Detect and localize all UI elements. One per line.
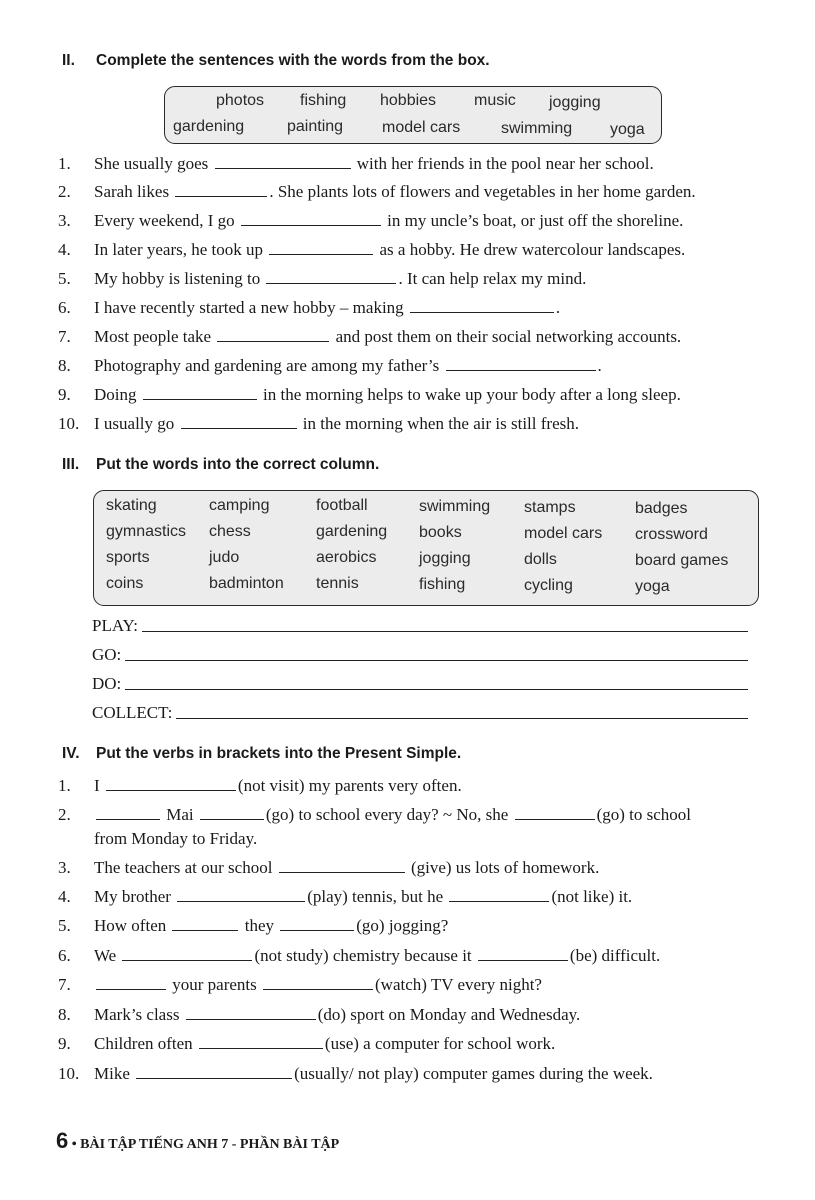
exercise-2-sentence-9 (58, 385, 681, 409)
word-box-item: badminton (209, 575, 284, 592)
sentence-text: I have recently started a new hobby – making (94, 298, 404, 317)
word-box-item: coins (106, 575, 144, 592)
answer-line[interactable] (142, 630, 748, 632)
sentence-text: (not like) it. (551, 887, 633, 906)
sentence-text: In later years, he took up (94, 240, 263, 259)
word-box-item: aerobics (316, 549, 377, 566)
word-box-item: chess (209, 523, 251, 540)
book-title: BÀI TẬP TIẾNG ANH 7 - PHẦN BÀI TẬP (80, 1137, 340, 1152)
item-number: 6. (58, 946, 71, 965)
sentence-text: Mike (94, 1064, 130, 1083)
answer-blank[interactable] (515, 818, 595, 820)
exercise-2-sentence-6 (58, 298, 560, 322)
sentence-text: as a hobby. He drew watercolour landscapes. (379, 240, 686, 259)
word-box-item: fishing (419, 576, 466, 593)
section-3-number: III. (62, 456, 80, 473)
word-box-item: board games (635, 552, 729, 569)
page-footer (56, 1128, 339, 1154)
answer-blank[interactable] (478, 959, 568, 961)
item-number: 3. (58, 858, 71, 877)
sentence-text: I usually go (94, 414, 175, 433)
item-number: 6. (58, 298, 71, 317)
answer-blank[interactable] (446, 369, 596, 371)
footer-bullet: • (71, 1137, 77, 1152)
sentence-text: and post them on their social networking accounts. (335, 327, 682, 346)
category-label: PLAY: (92, 616, 138, 635)
sentence-text: (do) sport on Monday and Wednesday. (317, 1005, 581, 1024)
word-box-item: fishing (300, 92, 347, 109)
page-number: 6 (56, 1128, 69, 1153)
word-box-item: swimming (419, 498, 491, 515)
category-label: DO: (92, 674, 122, 693)
answer-blank[interactable] (200, 818, 264, 820)
sentence-text: She usually goes (94, 154, 209, 173)
answer-blank[interactable] (269, 253, 373, 255)
answer-blank[interactable] (96, 818, 160, 820)
item-number: 2. (58, 805, 71, 824)
answer-blank[interactable] (410, 311, 554, 313)
sentence-text: Doing (94, 385, 137, 404)
word-box-item: gardening (173, 118, 245, 135)
exercise-2-sentence-10 (58, 414, 579, 438)
exercise-4-sentence-1 (58, 776, 462, 800)
answer-blank[interactable] (175, 195, 267, 197)
answer-blank[interactable] (279, 871, 405, 873)
category-collect (92, 703, 748, 723)
sentence-text: The teachers at our school (94, 858, 273, 877)
word-box-item: tennis (316, 575, 359, 592)
answer-line[interactable] (125, 688, 748, 690)
sentence-text: (give) us lots of homework. (410, 858, 600, 877)
word-box-item: model cars (524, 525, 603, 542)
item-number: 7. (58, 327, 71, 346)
sentence-text: in my uncle’s boat, or just off the shoreline. (387, 211, 684, 230)
word-box-3 (93, 490, 759, 606)
answer-line[interactable] (176, 717, 748, 719)
sentence-text: My hobby is listening to (94, 269, 261, 288)
sentence-text: they (244, 916, 275, 935)
exercise-2-sentence-7 (58, 327, 681, 351)
word-box-item: painting (287, 118, 344, 135)
word-box-item: dolls (524, 551, 557, 568)
sentence-text: . It can help relax my mind. (398, 269, 587, 288)
sentence-text: We (94, 946, 117, 965)
category-label: COLLECT: (92, 703, 173, 722)
sentence-text: in the morning helps to wake up your body after a long sleep. (263, 385, 681, 404)
answer-blank[interactable] (280, 929, 354, 931)
sentence-text: Most people take (94, 327, 212, 346)
item-number: 2. (58, 182, 71, 201)
answer-blank[interactable] (106, 789, 236, 791)
word-box-item: crossword (635, 526, 708, 543)
section-4-number: IV. (62, 745, 80, 762)
sentence-text: (use) a computer for school work. (324, 1034, 556, 1053)
word-box-item: gymnastics (106, 523, 187, 540)
answer-blank[interactable] (186, 1018, 316, 1020)
sentence-text: . (597, 356, 602, 375)
word-box-item: yoga (610, 121, 645, 138)
exercise-4-sentence-2-continued (94, 829, 257, 853)
item-number: 9. (58, 1034, 71, 1053)
sentence-text: . (555, 298, 561, 317)
section-2-heading (62, 52, 490, 70)
word-box-item: stamps (524, 499, 576, 516)
item-number: 4. (58, 240, 71, 259)
sentence-text: (watch) TV every night? (375, 975, 542, 994)
word-box-item: books (419, 524, 462, 541)
word-box-item: cycling (524, 577, 573, 594)
answer-blank[interactable] (136, 1077, 292, 1079)
section-3-heading (62, 456, 379, 474)
sentence-text: . She plants lots of flowers and vegetables in her home garden. (269, 182, 696, 201)
item-number: 3. (58, 211, 71, 230)
word-box-2 (164, 86, 662, 144)
sentence-text: Children often (94, 1034, 193, 1053)
word-box-item: music (474, 92, 516, 109)
sentence-text: My brother (94, 887, 171, 906)
item-number: 10. (58, 414, 80, 433)
sentence-text: Photography and gardening are among my father’s (94, 356, 440, 375)
answer-blank[interactable] (172, 929, 238, 931)
word-box-item: football (316, 497, 368, 514)
exercise-2-sentence-2 (58, 182, 696, 206)
sentence-text: (be) difficult. (569, 946, 661, 965)
section-3-title: Put the words into the correct column. (96, 456, 380, 473)
word-box-item: badges (635, 500, 688, 517)
item-number: 10. (58, 1064, 80, 1083)
sentence-text: Sarah likes (94, 182, 170, 201)
item-number: 1. (58, 776, 71, 795)
exercise-4-sentence-7 (58, 975, 542, 999)
category-play (92, 616, 748, 636)
answer-blank[interactable] (217, 340, 329, 342)
sentence-text: your parents (172, 975, 257, 994)
category-go (92, 645, 748, 665)
answer-blank[interactable] (241, 224, 381, 226)
answer-blank[interactable] (143, 398, 257, 400)
sentence-text: with her friends in the pool near her school. (356, 154, 654, 173)
word-box-item: swimming (501, 120, 573, 137)
sentence-text: Every weekend, I go (94, 211, 235, 230)
exercise-2-sentence-5 (58, 269, 586, 293)
answer-blank[interactable] (263, 988, 373, 990)
answer-blank[interactable] (449, 900, 549, 902)
answer-blank[interactable] (177, 900, 305, 902)
exercise-4-sentence-4 (58, 887, 632, 911)
exercise-2-sentence-8 (58, 356, 602, 380)
sentence-text: (go) jogging? (356, 916, 449, 935)
item-number: 1. (58, 154, 71, 173)
sentence-text: Mai (166, 805, 194, 824)
exercise-4-sentence-6 (58, 946, 660, 970)
sentence-text: (usually/ not play) computer games during the week. (294, 1064, 653, 1083)
section-4-title: Put the verbs in brackets into the Present Simple. (96, 745, 462, 762)
answer-blank[interactable] (96, 988, 166, 990)
item-number: 7. (58, 975, 71, 994)
word-box-item: jogging (549, 94, 601, 111)
exercise-4-sentence-10 (58, 1064, 653, 1088)
sentence-text: (go) to school every day? ~ No, she (265, 805, 509, 824)
word-box-item: gardening (316, 523, 388, 540)
sentence-text: (not visit) my parents very often. (237, 776, 462, 795)
sentence-text: from Monday to Friday. (94, 829, 258, 848)
answer-blank[interactable] (199, 1047, 323, 1049)
item-number: 8. (58, 356, 71, 375)
word-box-item: judo (209, 549, 240, 566)
item-number: 9. (58, 385, 71, 404)
exercise-4-sentence-3 (58, 858, 599, 882)
sentence-text: (go) to school (596, 805, 691, 824)
answer-blank[interactable] (266, 282, 396, 284)
answer-line[interactable] (125, 659, 748, 661)
answer-blank[interactable] (215, 167, 351, 169)
word-box-item: yoga (635, 578, 670, 595)
sentence-text: (not study) chemistry because it (254, 946, 472, 965)
word-box-item: photos (216, 92, 265, 109)
section-2-number: II. (62, 52, 75, 69)
category-label: GO: (92, 645, 122, 664)
item-number: 5. (58, 916, 71, 935)
exercise-2-sentence-4 (58, 240, 685, 264)
exercise-4-sentence-8 (58, 1005, 580, 1029)
sentence-text: How often (94, 916, 167, 935)
item-number: 8. (58, 1005, 71, 1024)
sentence-text: in the morning when the air is still fresh. (302, 414, 579, 433)
section-2-title: Complete the sentences with the words from the box. (96, 52, 490, 69)
word-box-item: camping (209, 497, 270, 514)
item-number: 5. (58, 269, 71, 288)
word-box-item: hobbies (380, 92, 437, 109)
answer-blank[interactable] (181, 427, 297, 429)
sentence-text: Mark’s class (94, 1005, 180, 1024)
exercise-4-sentence-5 (58, 916, 448, 940)
section-4-heading (62, 745, 461, 763)
item-number: 4. (58, 887, 71, 906)
word-box-item: sports (106, 549, 150, 566)
word-box-item: skating (106, 497, 157, 514)
sentence-text: (play) tennis, but he (307, 887, 444, 906)
exercise-2-sentence-1 (58, 154, 654, 178)
word-box-item: model cars (382, 119, 461, 136)
exercise-4-sentence-9 (58, 1034, 555, 1058)
exercise-4-sentence-2 (58, 805, 691, 829)
word-box-item: jogging (419, 550, 471, 567)
category-do (92, 674, 748, 694)
answer-blank[interactable] (122, 959, 252, 961)
sentence-text: I (94, 776, 100, 795)
exercise-2-sentence-3 (58, 211, 683, 235)
